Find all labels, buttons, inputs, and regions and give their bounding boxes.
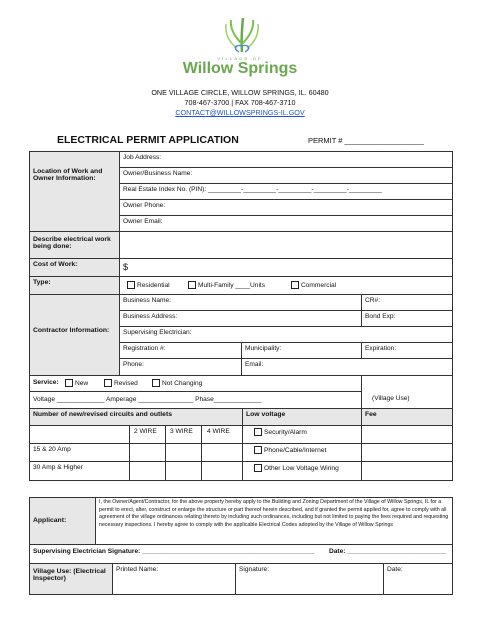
supervising-electrician-field[interactable]: Supervising Electrician: — [119, 326, 453, 343]
logo-village-of: VILLAGE OF — [217, 56, 263, 61]
service-not-changing-checkbox[interactable] — [152, 379, 160, 387]
village-use-service-field: (Village Use) — [361, 375, 453, 409]
col-4-wire: 4 WIRE — [201, 425, 243, 444]
fee-cell-1[interactable] — [361, 425, 453, 444]
location-label: Location of Work and Owner Information: — [29, 151, 120, 232]
col-2-wire: 2 WIRE — [129, 425, 166, 444]
logo-name: Willow Springs — [182, 60, 298, 77]
signature-date-field[interactable]: Date: ___________________________ — [329, 548, 447, 555]
inspector-date-field[interactable]: Date: — [383, 563, 453, 595]
inspector-printed-name-field[interactable]: Printed Name: — [112, 563, 236, 595]
address: ONE VILLAGE CIRCLE, WILLOW SPRINGS, IL. 60480 — [151, 88, 329, 97]
multi-family-checkbox[interactable] — [188, 281, 196, 289]
supervising-signature-field[interactable]: Supervising Electrician Signature: _______________________________________________ — [33, 548, 315, 555]
cr-field[interactable]: CR#: — [361, 294, 453, 311]
other-low-voltage-checkbox[interactable] — [254, 464, 262, 472]
village-use-label: Village Use: (Electrical Inspector) — [29, 563, 113, 595]
15-20-2wire-field[interactable] — [129, 443, 166, 462]
job-address-field[interactable]: Job Address: — [119, 151, 453, 168]
30-amp-3wire-field[interactable] — [165, 461, 202, 481]
multi-family-option[interactable] — [188, 281, 265, 289]
contractor-email-field[interactable]: Email: — [241, 358, 453, 376]
permit-number-field[interactable]: PERMIT # ___________________ — [308, 136, 424, 145]
residential-option[interactable] — [127, 281, 170, 289]
contact-email-link[interactable]: CONTACT@WILLOWSPRINGS-IL.GOV — [175, 108, 305, 117]
service-not-changing-label: Not Changing — [162, 379, 203, 387]
other-low-voltage-label: Other Low Voltage Wiring — [264, 464, 339, 472]
contractor-label: Contractor Information: — [29, 294, 120, 376]
pin-field[interactable]: Real Estate Index No. (PIN): _________-_________-_________-_________-_________ — [119, 183, 453, 200]
inspector-signature-field[interactable]: Signature: — [235, 563, 384, 595]
registration-field[interactable]: Registration #: — [119, 342, 242, 359]
security-alarm-checkbox[interactable] — [254, 428, 262, 436]
phone-cable-label: Phone/Cable/Internet — [264, 446, 327, 454]
circuits-header: Number of new/revised circuits and outlets — [29, 408, 243, 426]
lv-phone-option[interactable] — [242, 443, 362, 462]
owner-name-field[interactable]: Owner/Business Name: — [119, 167, 453, 184]
applicant-agreement-text: I, the Owner/Agent/Contractor, for the above property hereby apply to the Building and Zoning Department of the Village of Willow Springs, IL for a permit to erect, alter, construct or enlarge the structure or part thereof herein described, and if granted the permit applied for, agree to comply with all agreement of the village ordinances relating thereto by including such ordinances, including but not limited to paying the fees required and requesting necessary inspections. I hereby agree to comply with the applicable Electrical Codes adopted by the Village of Willow Springs — [95, 497, 453, 545]
municipality-field[interactable]: Municipality: — [241, 342, 362, 359]
signature-row — [29, 544, 453, 564]
commercial-label: Commercial — [301, 281, 337, 289]
15-20-3wire-field[interactable] — [165, 443, 202, 462]
phone-cable-checkbox[interactable] — [254, 446, 262, 454]
owner-email-field[interactable]: Owner Email: — [119, 215, 453, 232]
lv-security-option[interactable] — [242, 425, 362, 444]
commercial-option[interactable] — [291, 281, 336, 289]
residential-checkbox[interactable] — [127, 281, 135, 289]
30-amp-4wire-field[interactable] — [201, 461, 243, 481]
commercial-checkbox[interactable] — [291, 281, 299, 289]
service-revised-label: Revised — [114, 379, 138, 387]
service-label: Service: — [33, 379, 59, 386]
describe-field[interactable] — [119, 231, 453, 259]
cost-field[interactable]: $ — [119, 258, 453, 277]
form-title: ELECTRICAL PERMIT APPLICATION — [57, 134, 239, 146]
low-voltage-header: Low voltage — [242, 408, 362, 426]
voltage-amperage-phase-field[interactable]: Voltage _____________ Amperage _______________ Phase_____________ — [29, 391, 362, 409]
type-label: Type: — [29, 276, 120, 295]
bond-exp-field[interactable]: Bond Exp: — [361, 310, 453, 327]
service-row — [29, 375, 362, 392]
type-options — [119, 276, 453, 295]
cost-label: Cost of Work: — [29, 258, 120, 277]
expiration-field[interactable]: Expiration: — [361, 342, 453, 359]
describe-label: Describe electrical work being done: — [29, 231, 120, 259]
col-3-wire: 3 WIRE — [165, 425, 202, 444]
30-amp-2wire-field[interactable] — [129, 461, 166, 481]
row-15-20-amp: 15 & 20 Amp — [29, 443, 130, 462]
willow-tree-logo — [222, 14, 262, 54]
circuits-blank-cell — [29, 425, 130, 444]
fee-cell-3[interactable] — [361, 461, 453, 481]
15-20-4wire-field[interactable] — [201, 443, 243, 462]
service-new-label: New — [75, 379, 89, 387]
business-address-field[interactable]: Business Address: — [119, 310, 362, 327]
service-new-option[interactable] — [65, 379, 88, 387]
service-revised-option[interactable] — [104, 379, 138, 387]
phone-fax: 708-467-3700 | FAX 708-467-3710 — [184, 98, 296, 107]
contractor-phone-field[interactable]: Phone: — [119, 358, 242, 376]
residential-label: Residential — [137, 281, 170, 289]
security-alarm-label: Security/Alarm — [264, 428, 307, 436]
lv-other-option[interactable] — [242, 461, 362, 481]
service-not-changing-option[interactable] — [152, 379, 202, 387]
row-30-amp: 30 Amp & Higher — [29, 461, 130, 481]
fee-cell-2[interactable] — [361, 443, 453, 462]
applicant-label: Applicant: — [29, 497, 96, 545]
multi-family-label: Multi-Family ____Units — [198, 281, 266, 289]
fee-header: Fee — [361, 408, 453, 426]
business-name-field[interactable]: Business Name: — [119, 294, 362, 311]
owner-phone-field[interactable]: Owner Phone: — [119, 199, 453, 216]
service-revised-checkbox[interactable] — [104, 379, 112, 387]
service-new-checkbox[interactable] — [65, 379, 73, 387]
